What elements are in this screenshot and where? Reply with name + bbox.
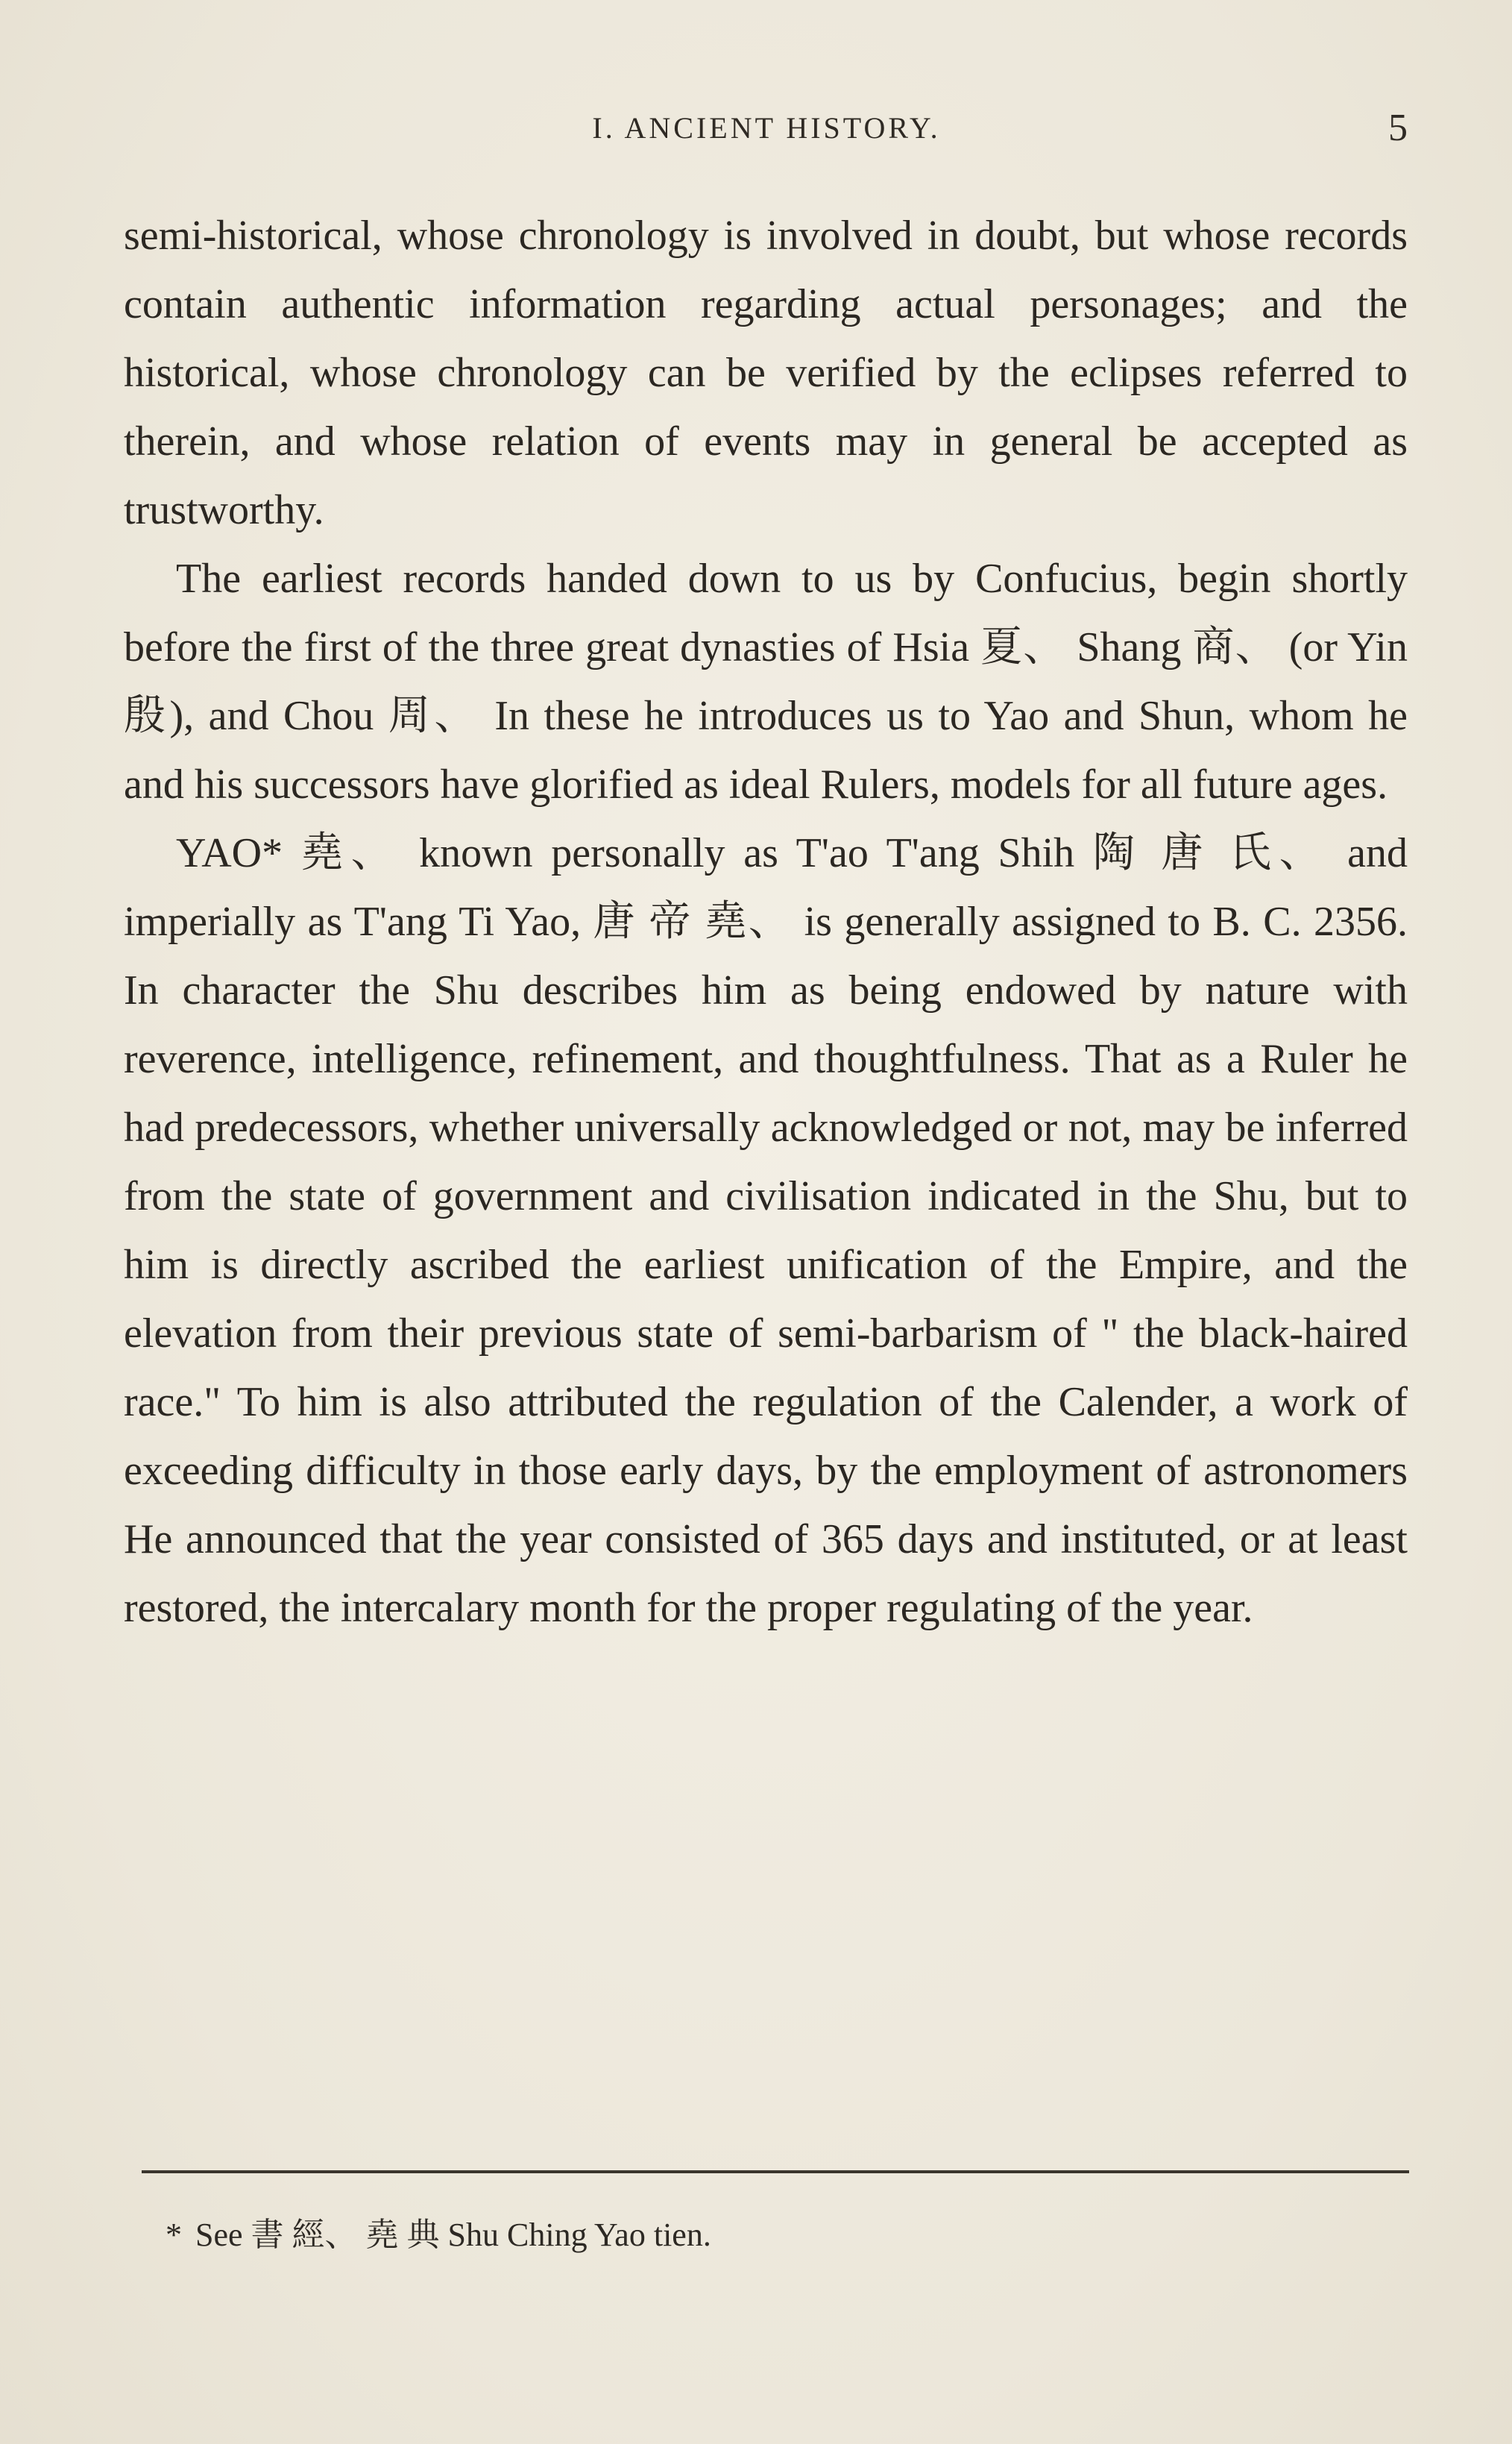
footnote-divider [142,2170,1409,2173]
footnote [166,2208,1403,2255]
paragraph-yao: YAO* 堯、 known personally as T'ao T'ang Shih 陶 唐 氏、 and imperially as T'ang Ti Yao, 唐 帝 堯、 is generally assigned to B. C. 2356. In character the Shu describes him as being endowed by nature with reverence, intelligence, refinement, and thoughtfulness. That as a Ruler he had predecessors, whether universally acknowledged or not, may be inferred from the state of government and civilisation indicated in the Shu, but to him is directly ascribed the earliest unification of the Empire, and the elevation from their previous state of semi-barbarism of " the black-haired race." To him is also attributed the regulation of the Calender, a work of exceeding difficulty in those early days, by the employment of astronomers He announced that the year consisted of 365 days and instituted, or at least restored, the intercalary month for the proper regulating of the year. [124,830,1408,1631]
page-number: 5 [1388,107,1408,149]
body-text [124,201,1408,1642]
running-head [125,107,1408,163]
footnote-text: See 書 經、 堯 典 Shu Ching Yao tien. [195,2217,711,2253]
running-title: I. ANCIENT HISTORY. [592,111,941,145]
footnote-mark: * [166,2217,182,2253]
paragraph-earliest-records: The earliest records handed down to us by Confucius, begin shortly before the first of the three great dynasties of Hsia 夏、 Shang 商、 (or Yin 殷), and Chou 周、 In these he introduces us to Yao and Shun, whom he and his successors have glorified as ideal Rulers, models for all future ages. [124,556,1408,808]
paragraph-continuation: semi-historical, whose chronology is involved in doubt, but whose records contain authentic information regarding actual personages; and the historical, whose chronology can be verified by the eclipses referred to therein, and whose relation of events may in general be accepted as trustworthy. [124,213,1408,533]
